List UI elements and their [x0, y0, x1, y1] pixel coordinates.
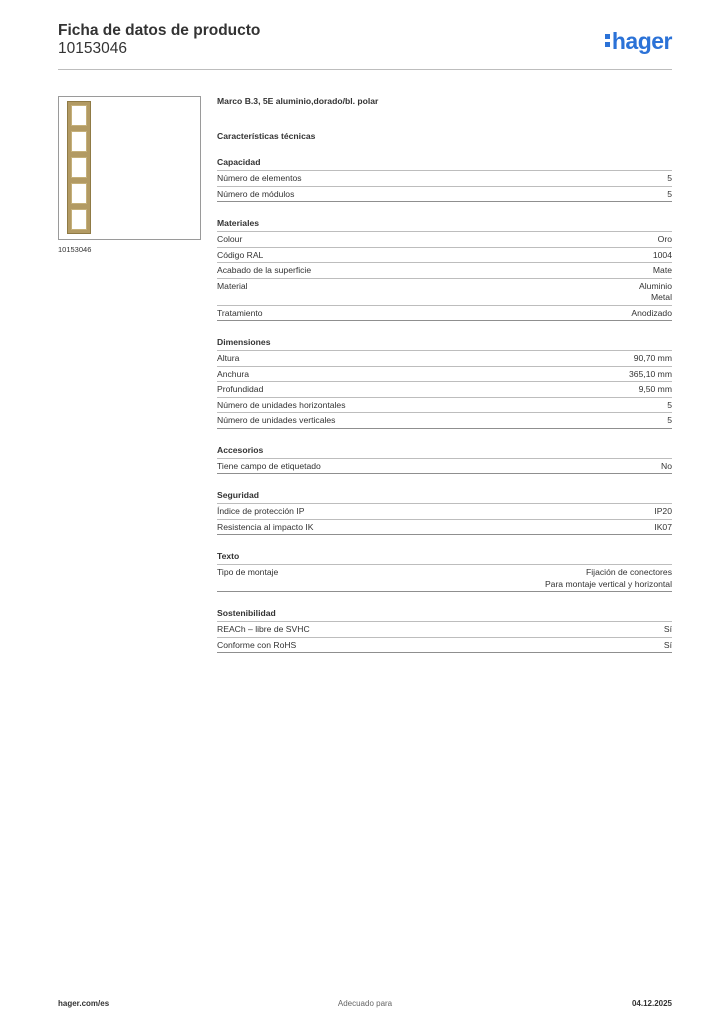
spec-row — [217, 622, 672, 638]
spec-row — [217, 232, 672, 248]
spec-label: Índice de protección IP — [217, 506, 305, 516]
spec-label: Material — [217, 280, 248, 291]
spec-value — [639, 281, 672, 304]
spec-row — [217, 504, 672, 520]
spec-value — [667, 173, 672, 185]
spec-label: Código RAL — [217, 249, 264, 260]
spec-row — [217, 382, 672, 398]
spec-value — [658, 234, 672, 246]
spec-label: Número de unidades horizontales — [217, 399, 346, 410]
product-details — [217, 96, 672, 653]
spec-section — [217, 551, 672, 592]
spec-section — [217, 490, 672, 535]
spec-value-line: IP20 — [654, 506, 672, 516]
spec-section — [217, 157, 672, 202]
spec-value — [639, 384, 672, 396]
spec-value — [664, 624, 672, 636]
section-title: Accesorios — [217, 445, 672, 459]
spec-section — [217, 445, 672, 475]
spec-value — [661, 461, 672, 473]
spec-value-line: IK07 — [654, 521, 672, 532]
spec-row — [217, 520, 672, 536]
spec-row — [217, 398, 672, 414]
spec-value — [634, 353, 672, 365]
footer-website[interactable]: hager.com/es — [58, 999, 110, 1008]
spec-label: Profundidad — [217, 384, 264, 394]
spec-value-line: 5 — [667, 173, 672, 183]
spec-label: Conforme con RoHS — [217, 639, 297, 650]
section-title: Capacidad — [217, 157, 672, 171]
spec-value-line: Fijación de conectores — [586, 567, 672, 577]
spec-value-line: Sí — [663, 639, 672, 650]
spec-value-line: 5 — [667, 399, 672, 410]
spec-value-line: 90,70 mm — [633, 353, 672, 363]
hager-logo: hager — [605, 28, 672, 55]
spec-value-line: 5 — [667, 188, 672, 199]
spec-row — [217, 367, 672, 383]
spec-label: Número de unidades verticales — [217, 415, 336, 425]
spec-value-line: Anodizado — [631, 307, 672, 318]
frame-illustration — [67, 101, 91, 234]
spec-label: Altura — [217, 353, 240, 363]
spec-value — [667, 400, 672, 412]
spec-value — [667, 189, 672, 201]
spec-row — [217, 187, 672, 203]
spec-label: Tratamiento — [217, 307, 263, 318]
spec-value-line: 365,10 mm — [629, 368, 672, 379]
spec-value-line: 5 — [667, 415, 672, 425]
spec-row — [217, 306, 672, 322]
document-title: Ficha de datos de producto — [58, 22, 261, 39]
spec-value-line: Sí — [663, 624, 672, 634]
spec-value — [664, 640, 672, 652]
section-title: Seguridad — [217, 490, 672, 504]
spec-row — [217, 638, 672, 654]
spec-section — [217, 337, 672, 429]
spec-row — [217, 263, 672, 279]
spec-value-line: Oro — [657, 234, 672, 244]
section-title: Sostenibilidad — [217, 608, 672, 622]
product-title: Marco B.3, 5E aluminio,dorado/bl. polar — [217, 96, 379, 106]
spec-value-line: 9,50 mm — [638, 384, 672, 394]
spec-value-line: Mate — [652, 265, 672, 275]
spec-label: Tipo de montaje — [217, 567, 279, 577]
section-title: Dimensiones — [217, 337, 672, 351]
document-number: 10153046 — [58, 40, 127, 57]
spec-row — [217, 171, 672, 187]
page-header — [58, 22, 672, 70]
spec-value — [545, 567, 672, 590]
image-caption: 10153046 — [58, 245, 92, 254]
logo-dots-icon — [605, 34, 611, 50]
spec-row — [217, 248, 672, 264]
spec-label: Resistencia al impacto IK — [217, 521, 314, 532]
spec-value — [631, 308, 672, 320]
spec-label: Anchura — [217, 368, 250, 379]
spec-value — [653, 265, 672, 277]
tech-heading: Características técnicas — [217, 131, 316, 141]
spec-label: Número de elementos — [217, 173, 302, 183]
spec-section — [217, 218, 672, 321]
spec-row — [217, 351, 672, 367]
spec-value — [667, 415, 672, 427]
product-image — [58, 96, 201, 240]
footer-center-text: Adecuado para — [337, 999, 393, 1008]
spec-row — [217, 459, 672, 475]
spec-value-line: Metal — [650, 292, 672, 302]
spec-value — [654, 522, 672, 534]
spec-label: Acabado de la superficie — [217, 265, 312, 275]
spec-row — [217, 565, 672, 592]
spec-sections — [217, 157, 672, 653]
spec-value — [653, 250, 672, 262]
spec-label: Número de módulos — [217, 188, 295, 199]
spec-value-line: Aluminio — [639, 280, 672, 291]
spec-label: Colour — [217, 234, 243, 244]
spec-label: REACh – libre de SVHC — [217, 624, 310, 634]
spec-value-line: No — [661, 460, 672, 471]
spec-row — [217, 279, 672, 306]
spec-value — [654, 506, 672, 518]
spec-value-line: Para montaje vertical y horizontal — [544, 578, 672, 589]
spec-value-line: 1004 — [652, 249, 672, 260]
section-title: Texto — [217, 551, 672, 565]
spec-label: Tiene campo de etiquetado — [217, 460, 321, 471]
spec-value — [629, 369, 672, 381]
section-title: Materiales — [217, 218, 672, 232]
spec-row — [217, 413, 672, 429]
footer-date: 04.12.2025 — [631, 999, 672, 1008]
spec-section — [217, 608, 672, 653]
